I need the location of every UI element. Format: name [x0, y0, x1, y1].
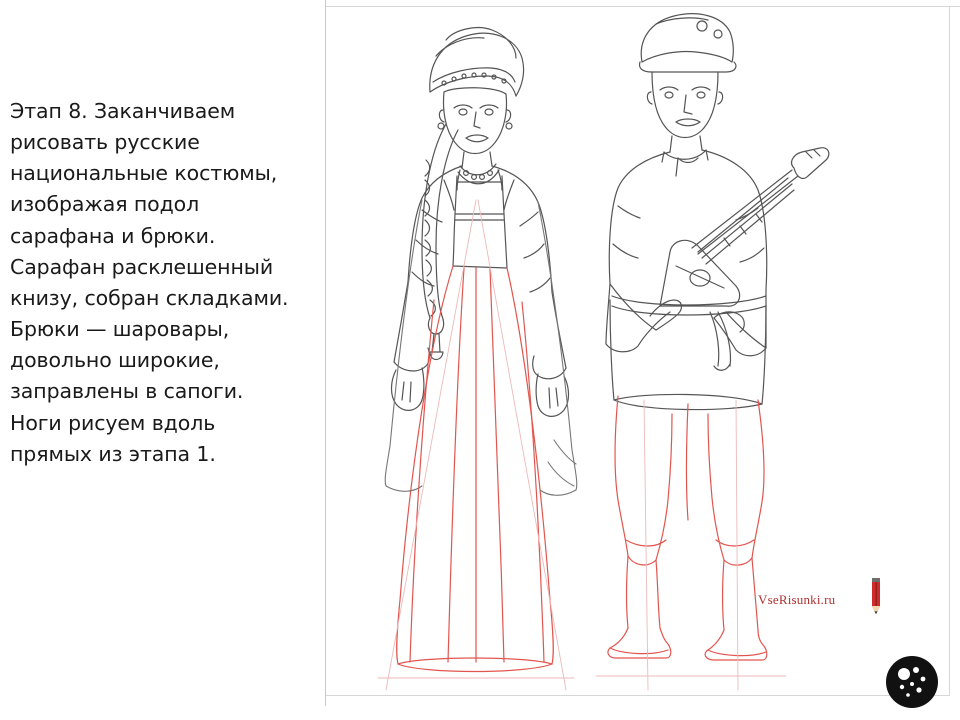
lesson-text-column	[0, 0, 325, 720]
watermark-text: VseRisunki.ru	[758, 592, 836, 607]
lesson-step-text: Этап 8. Заканчиваем рисовать русские национальные костюмы, изображая подол сарафана и брюки. Сарафан расклешенный книзу, собран складками. Брюки — шаровары, довольно широкие, заправлены в сапоги. Ноги рисуем вдоль прямых из этапа 1.	[10, 99, 295, 466]
trousers-and-boots-sketch	[596, 396, 786, 690]
figure-man	[606, 14, 829, 410]
dotted-circle-logo	[882, 652, 942, 712]
watermark	[758, 576, 888, 620]
pencil-icon	[866, 576, 886, 620]
illustration-panel	[326, 0, 960, 720]
sarafan-skirt-sketch	[378, 200, 574, 690]
